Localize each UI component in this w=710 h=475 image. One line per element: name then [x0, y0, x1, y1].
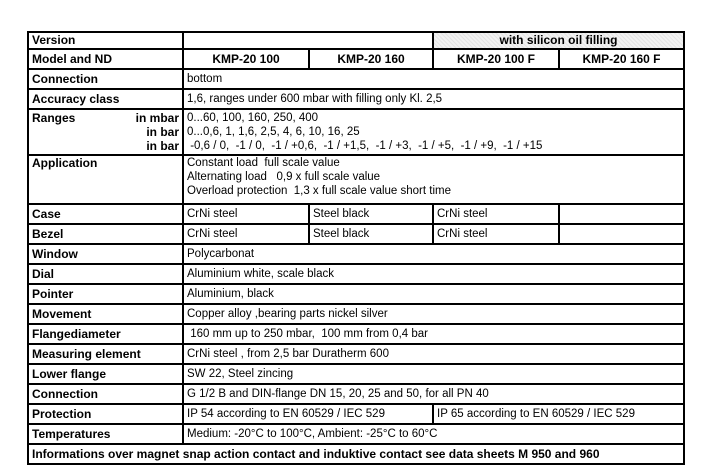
row-dial [28, 264, 684, 284]
row-accuracy [28, 89, 684, 109]
connection-label: Connection [28, 69, 183, 89]
protection-value-standard: IP 54 according to EN 60529 / IEC 529 [183, 404, 433, 424]
case-value-4 [559, 204, 684, 224]
connection-2-value: G 1/2 B and DIN-flange DN 15, 20, 25 and 50, for all PN 40 [183, 384, 684, 404]
bezel-label: Bezel [28, 224, 183, 244]
window-value: Polycarbonat [183, 244, 684, 264]
bezel-value-3: CrNi steel [433, 224, 559, 244]
row-temperatures [28, 424, 684, 444]
flangediameter-label: Flangediameter [28, 324, 183, 344]
protection-value-filled: IP 65 according to EN 60529 / IEC 529 [433, 404, 684, 424]
row-lower-flange [28, 364, 684, 384]
connection-2-label: Connection [28, 384, 183, 404]
pointer-label: Pointer [28, 284, 183, 304]
row-info [28, 444, 684, 464]
model-kmp-20-100: KMP-20 100 [183, 49, 309, 69]
row-protection [28, 404, 684, 424]
model-kmp-20-100-f: KMP-20 100 F [433, 49, 559, 69]
row-version [28, 32, 684, 49]
case-value-1: CrNi steel [183, 204, 309, 224]
version-empty [183, 32, 433, 49]
row-model [28, 49, 684, 69]
application-values [183, 155, 684, 204]
accuracy-value: 1,6, ranges under 600 mbar with filling only Kl. 2,5 [183, 89, 684, 109]
protection-label: Protection [28, 404, 183, 424]
ranges-mbar-values: 0...60, 100, 160, 250, 400 [187, 112, 319, 124]
ranges-unit-bar-1: in bar [146, 125, 179, 139]
ranges-label-cell [28, 109, 183, 155]
movement-value: Copper alloy ,bearing parts nickel silver [183, 304, 684, 324]
row-measuring-element [28, 344, 684, 364]
flangediameter-value: 160 mm up to 250 mbar, 100 mm from 0,4 bar [183, 324, 684, 344]
dial-label: Dial [28, 264, 183, 284]
row-application [28, 155, 684, 204]
ranges-label: Ranges [32, 111, 76, 125]
bezel-value-1: CrNi steel [183, 224, 309, 244]
case-value-3: CrNi steel [433, 204, 559, 224]
row-connection-2 [28, 384, 684, 404]
measuring-element-label: Measuring element [28, 344, 183, 364]
row-window [28, 244, 684, 264]
ranges-unit-mbar: in mbar [135, 111, 179, 125]
info-note: Informations over magnet snap action contact and induktive contact see data sheets M 950 and 960 [28, 444, 684, 464]
row-connection [28, 69, 684, 89]
row-ranges [28, 109, 684, 155]
dial-value: Aluminium white, scale black [183, 264, 684, 284]
temperatures-value: Medium: -20°C to 100°C, Ambient: -25°C to 60°C [183, 424, 684, 444]
row-movement [28, 304, 684, 324]
model-kmp-20-160: KMP-20 160 [309, 49, 433, 69]
application-line-3: Overload protection 1,3 x full scale value short time [187, 185, 451, 197]
spec-table [27, 31, 685, 465]
measuring-element-value: CrNi steel , from 2,5 bar Duratherm 600 [183, 344, 684, 364]
ranges-vacuum-values: -0,6 / 0, -1 / 0, -1 / +0,6, -1 / +1,5, -1 / +3, -1 / +5, -1 / +9, -1 / +15 [187, 140, 543, 152]
ranges-bar-values: 0...0,6, 1, 1,6, 2,5, 4, 6, 10, 16, 25 [187, 126, 360, 138]
lower-flange-value: SW 22, Steel zincing [183, 364, 684, 384]
row-bezel [28, 224, 684, 244]
application-label: Application [28, 155, 183, 204]
accuracy-label: Accuracy class [28, 89, 183, 109]
temperatures-label: Temperatures [28, 424, 183, 444]
bezel-value-2: Steel black [309, 224, 433, 244]
version-label: Version [28, 32, 183, 49]
case-label: Case [28, 204, 183, 224]
window-label: Window [28, 244, 183, 264]
case-value-2: Steel black [309, 204, 433, 224]
application-line-1: Constant load full scale value [187, 157, 340, 169]
movement-label: Movement [28, 304, 183, 324]
silicon-oil-header: with silicon oil filling [433, 32, 684, 49]
row-flangediameter [28, 324, 684, 344]
ranges-values [183, 109, 684, 155]
pointer-value: Aluminium, black [183, 284, 684, 304]
row-case [28, 204, 684, 224]
model-kmp-20-160-f: KMP-20 160 F [559, 49, 684, 69]
lower-flange-label: Lower flange [28, 364, 183, 384]
application-line-2: Alternating load 0,9 x full scale value [187, 171, 381, 183]
connection-value: bottom [183, 69, 684, 89]
row-pointer [28, 284, 684, 304]
model-label: Model and ND [28, 49, 183, 69]
ranges-unit-bar-2: in bar [146, 139, 179, 153]
bezel-value-4 [559, 224, 684, 244]
